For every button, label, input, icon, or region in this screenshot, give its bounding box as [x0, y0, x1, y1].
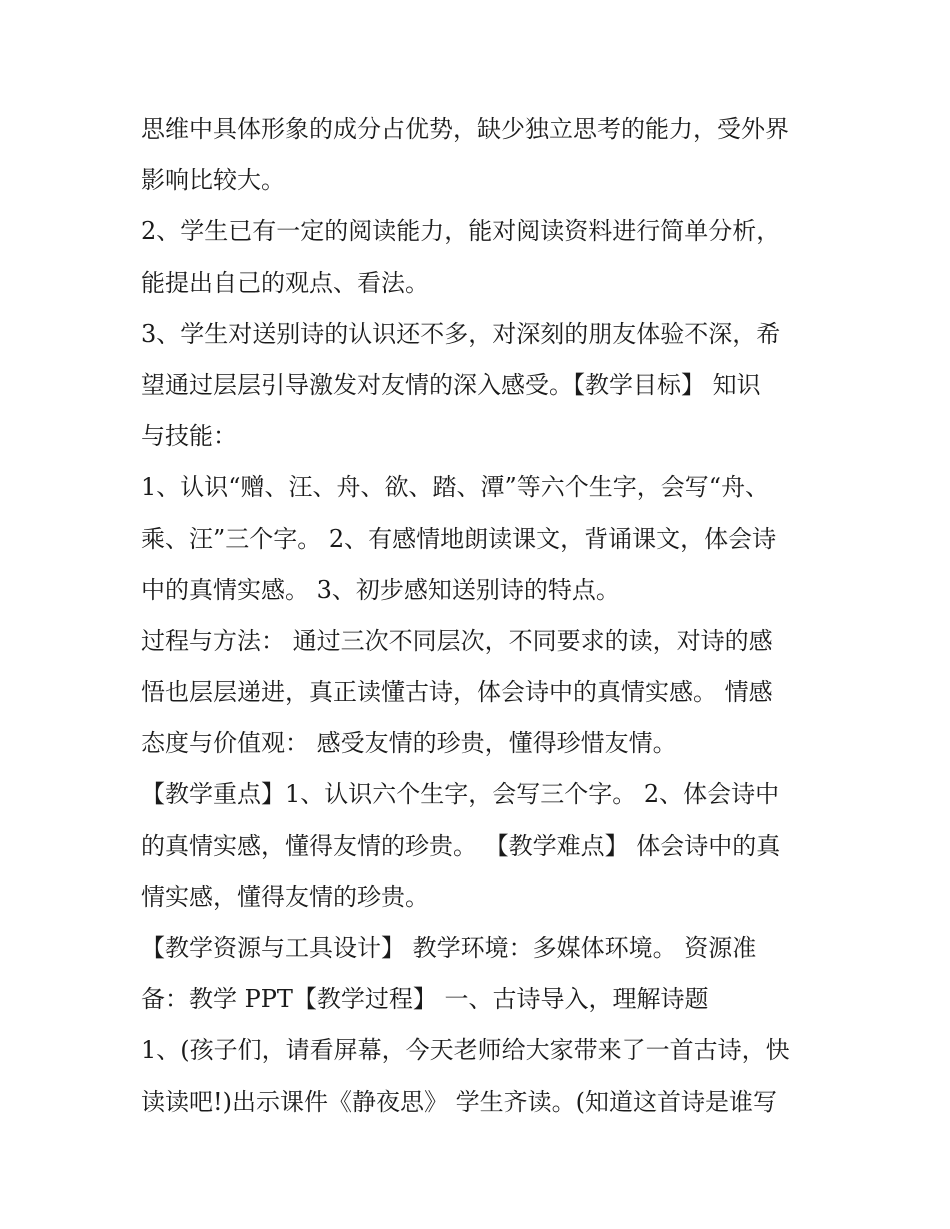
text-line: 态度与价值观： 感受友情的珍贵，懂得珍惜友情。	[141, 729, 677, 758]
text-line: 的真情实感，懂得友情的珍贵。 【教学难点】 体会诗中的真	[141, 831, 781, 860]
text-line: 悟也层层递进，真正读懂古诗，体会诗中的真情实感。 情感	[141, 678, 773, 707]
text-line: 情实感，懂得友情的珍贵。	[141, 882, 429, 911]
text-line: 影响比较大。	[141, 166, 285, 195]
text-line: 中的真情实感。 3、初步感知送别诗的特点。	[141, 575, 620, 604]
text-line: 望通过层层引导激发对友情的深入感受。【教学目标】 知识	[141, 370, 761, 399]
text-line: 【教学资源与工具设计】 教学环境：多媒体环境。 资源准	[141, 934, 757, 962]
text-line: 能提出自己的观点、看法。	[141, 268, 429, 297]
text-line: 与技能：	[141, 422, 237, 451]
text-line: 读读吧!)出示课件《静夜思》 学生齐读。(知道这首诗是谁写	[141, 1087, 777, 1116]
text-line: 过程与方法： 通过三次不同层次，不同要求的读，对诗的感	[141, 626, 773, 655]
text-line: 3、学生对送别诗的认识还不多，对深刻的朋友体验不深，希	[141, 319, 781, 348]
body-text	[141, 104, 821, 1128]
text-line: 1、(孩子们，请看屏幕，今天老师给大家带来了一首古诗，快	[141, 1036, 790, 1065]
text-line: 备：教学 PPT【教学过程】 一、古诗导入，理解诗题	[141, 985, 709, 1014]
text-line: 2、学生已有一定的阅读能力，能对阅读资料进行简单分析，	[141, 217, 781, 246]
text-line: 乘、汪”三个字。 2、有感情地朗读课文，背诵课文，体会诗	[141, 524, 777, 553]
text-line: 1、认识“赠、汪、舟、欲、踏、潭”等六个生字，会写“舟、	[141, 473, 770, 502]
text-line: 思维中具体形象的成分占优势，缺少独立思考的能力，受外界	[141, 115, 789, 143]
text-line: 【教学重点】1、认识六个生字，会写三个字。 2、体会诗中	[141, 780, 780, 809]
